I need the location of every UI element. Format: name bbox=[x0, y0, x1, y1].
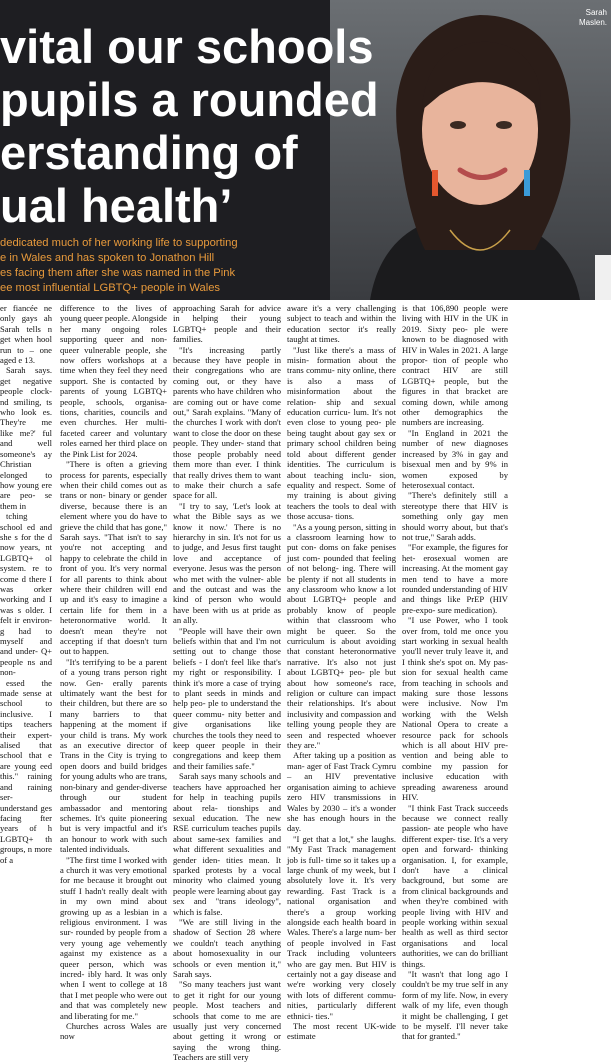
caption-line: Maslen. bbox=[578, 18, 607, 27]
headline-line: erstanding of bbox=[0, 126, 298, 179]
paragraph: "It wasn't that long ago I couldn't be my true self in any form of my life. Now, in every walk of my life, even though it might be challenging, I get to be myself. I'll never take that for granted." bbox=[402, 969, 508, 1042]
standfirst-line: e in Wales and has spoken to Jonathon Hill bbox=[0, 252, 215, 264]
photo-caption bbox=[579, 8, 607, 28]
paragraph: "I try to say, 'Let's look at what the Bible says as we know it now.' There is no hierarchy in sin. It's not for us to judge, and Jesus first taught love and acceptance of everyone. Jesus was the person who met with the vulner- able and the outcast and was the kind of person who would have been with us at pride as an ally. bbox=[173, 500, 281, 626]
paragraph: "I get that a lot," she laughs. "My Fast Track management job is full- time so it takes up a large chunk of my week, but I absolutely love it. It's very rewarding. Fast Track is a national organisation and there's a group working alongside each health board in Wales. There's a large num- ber of people involved in Fast Track including volunteers who are gay men. But HIV is certainly not a gay disease and we're working very closely with lots of different commu- nities, particularly different ethnici- ties." bbox=[287, 833, 396, 1021]
paragraph: "It's terrifying to be a parent of a young trans person right now. Gen- erally parents ultimately want the best for their children, but there are so many barriers to that happening at the moment if your child is trans. My work as an executive director of Trans in the City is trying to open doors and build bridges for young adults who are trans, non-binary and gender-diverse through our student ambassador and mentoring schemes. It's quite pioneering but is very impactful and it's an honour to work with such talented individuals. bbox=[60, 656, 167, 855]
article-column-5 bbox=[402, 303, 508, 1042]
header-banner bbox=[0, 0, 611, 300]
paragraph: Sarah says many schools and teachers have approached her for help in teaching pupils about rela- tionships and sexual education. The new RSE curriculum teaches pupils about same-sex families and what different sexualities and gender iden- tities mean. It sparked protests by a vocal minority who claimed young people were learning about gay sex and "trans ideology", which is false. bbox=[173, 771, 281, 917]
article-column-3 bbox=[173, 303, 281, 1063]
paragraph: "There is often a grieving process for parents, especially when their child comes out as trans or non- binary or gender diverse, because there is an element where you do have to grieve the child that has gone," Sarah says. "That isn't to say you're not accepting and happy to celebrate the child in front of you. It's very normal for all parents to think about where their children will end up and it's easy to imagine a certain life for them in a heteronormative world. It doesn't mean they're not accepting if that doesn't turn out to happen. bbox=[60, 459, 167, 657]
standfirst-line: ee most influential LGBTQ+ people in Wales bbox=[0, 282, 221, 294]
article-body bbox=[0, 303, 611, 1063]
article-column-2 bbox=[60, 303, 167, 1042]
paragraph: tching school ed and she s for the d now years, nt LGBTQ+ ol system. re to come d there I was orker working and I was s older. I felt ir environ- g had to myself and and under- Q+ people ns and non- bbox=[0, 511, 52, 678]
paragraph: Churches across Wales are now bbox=[60, 1021, 167, 1042]
paragraph: difference to the lives of young queer people. Alongside her many ongoing roles supporting queer and non-queer vulnerable people, she now offers workshops at a time when they feel they need support. She is contacted by parents of young LGBTQ+ people, schools, organisa- tions, charities, councils and even churches. Her multi-faceted career and voluntary roles earned her third place on the Pink List for 2024. bbox=[60, 303, 167, 459]
headline-line: vital our schools bbox=[0, 20, 374, 73]
paragraph: "There's definitely still a stereotype there that HIV is something only gay men should worry about, but that's not true," Sarah adds. bbox=[402, 490, 508, 542]
paragraph: "For example, the figures for het- erosexual women are increasing. At the moment gay men tend to have a more rounded understanding of HIV and things like PrEP (HIV pre-expo- sure medication). bbox=[402, 542, 508, 615]
standfirst-line: dedicated much of her working life to supporting bbox=[0, 237, 238, 249]
paragraph: "The first time I worked with a church it was very emotional for me because it brought out stuff I hadn't really dealt with in my own mind about growing up as a lesbian in a religious environment. I was sur- rounded by people from a very young age vehemently against my existence as a queer person, which was incred- ibly hard. It was only when I went to college at 18 that I met people who were out and that was completely new and liberating for me." bbox=[60, 854, 167, 1021]
paragraph: "Just like there's a mass of misin- formation about the trans commu- nity online, there is also a mass of misinformation about the relation- ship and sexual education curricu- lum. It's not even close to young peo- ple being taught about gay sex or primary school children being told about different gender identities. The curriculum is about teaching inclu- sion, equality and respect. Some of my training is about giving teachers the tools to deal with those accusa- tions. bbox=[287, 344, 396, 522]
paragraph: "It's increasing partly because they have people in their congregations who are coming out, or they have parents who have children who are coming out or have come out," Sarah explains. "Many of the churches I work with don't want to close the door on these people. They under- stand that those people probably need them more than ever. I think that really drives them to want to make their church a safe space for all. bbox=[173, 344, 281, 501]
paragraph: er fiancée ne only gays ah Sarah tells n get when hool run to – one aged e 13. bbox=[0, 303, 52, 366]
headline-line: ual health’ bbox=[0, 179, 233, 232]
article-column-4 bbox=[287, 303, 396, 1042]
standfirst bbox=[0, 236, 340, 296]
paragraph: aware it's a very challenging subject to teach and within the education sector it's really taught at times. bbox=[287, 303, 396, 345]
paragraph: "We are still living in the shadow of Section 28 where we couldn't teach anything about homosexuality in our schools or even mention it," Sarah says. bbox=[173, 916, 281, 979]
paragraph: The most recent UK-wide estimate bbox=[287, 1021, 396, 1042]
headline-line: pupils a rounded bbox=[0, 73, 379, 126]
paragraph: "As a young person, sitting in a classroom learning how to put con- doms on fake penises just com- pounded that feeling of not belong- ing. There will be plenty if not all students in any classroom who know a lot about LGBTQ+ people and probably know of people within that classroom who might be queer. So the curriculum is about avoiding that constant heteronormative narrative. It's also not just about LGBTQ+ peo- ple but about how someone's race, religion or culture can impact their relationships. It's about inclusivity and compassion and telling young people they are seen and respected whoever they are." bbox=[287, 521, 396, 751]
article-column-1 bbox=[0, 303, 52, 865]
paragraph: "In England in 2021 the number of new diagnoses increased by 3% in gay and bisexual men and by 9% in women exposed by heterosexual contact. bbox=[402, 427, 508, 490]
headline bbox=[0, 20, 420, 232]
paragraph: essed the made sense at school to inclusive. I tips teachers their expert- alised that school that e are young eed this." raining and raining ser- understand ges facing fter years of h LGBTQ+ th groups, n more of a bbox=[0, 677, 52, 865]
paragraph: approaching Sarah for advice in helping their young LGBTQ+ people and their families. bbox=[173, 303, 281, 345]
paragraph: is that 106,890 people were living with HIV in the UK in 2019. Sixty peo- ple were known to be diagnosed with HIV in Wales in 2021. A large propor- tion of people who contract HIV are still LGBTQ+ people, but the figures in that bracket are coming down, while among other demographics the numbers are increasing. bbox=[402, 303, 508, 428]
caption-line: Sarah bbox=[585, 8, 607, 17]
paragraph: "I think Fast Track succeeds because we connect really passion- ate people who have different exper- tise. It's a very open and forward- thinking organisation. I, for example, don't have a clinical background, but some are from clinical backgrounds and when they're combined with people living with HIV and people working within sexual health as well as third sector organisations and local authorities, we can do brilliant things. bbox=[402, 802, 508, 969]
standfirst-line: es facing them after she was named in the Pink bbox=[0, 267, 236, 279]
paragraph: "I use Power, who I took over from, told me once you start working in sexual health you'll never truly leave it, and I think she's spot on. My pas- sion for sexual health came from teaching in schools and making sure those lessons were inclusive. Now I'm working with the Welsh National Opera to create a resource pack for schools which is all about HIV pre- vention and being able to combine my passion for inclusive education with spreading awareness around HIV. bbox=[402, 615, 508, 803]
paragraph: "People will have their own beliefs within that and I'm not setting out to change those beliefs - I don't feel like that's my right or responsibility. I think it's more a case of trying to plant seeds in minds and help peo- ple to understand the queer commu- nity better and give organisations like churches the tools they need to keep queer people in their congregations and keep them and their families safe." bbox=[173, 625, 281, 771]
paragraph: Sarah says. get negative people clock- nd smiling, ts who look es. They're me like me?' ful and well someone's ay Christian elonged to how young ere are peo- se them in bbox=[0, 365, 52, 511]
paragraph: "So many teachers just want to get it right for our young people. Most teachers and schools that come to me are usually just very concerned about getting it wrong or saying the wrong thing. Teachers are still very bbox=[173, 979, 281, 1063]
paragraph: After taking up a position as man- ager of Fast Track Cymru – an HIV preventative organisation aiming to achieve zero HIV transmissions in Wales by 2030 – it's a wonder she has enough hours in the day. bbox=[287, 750, 396, 834]
